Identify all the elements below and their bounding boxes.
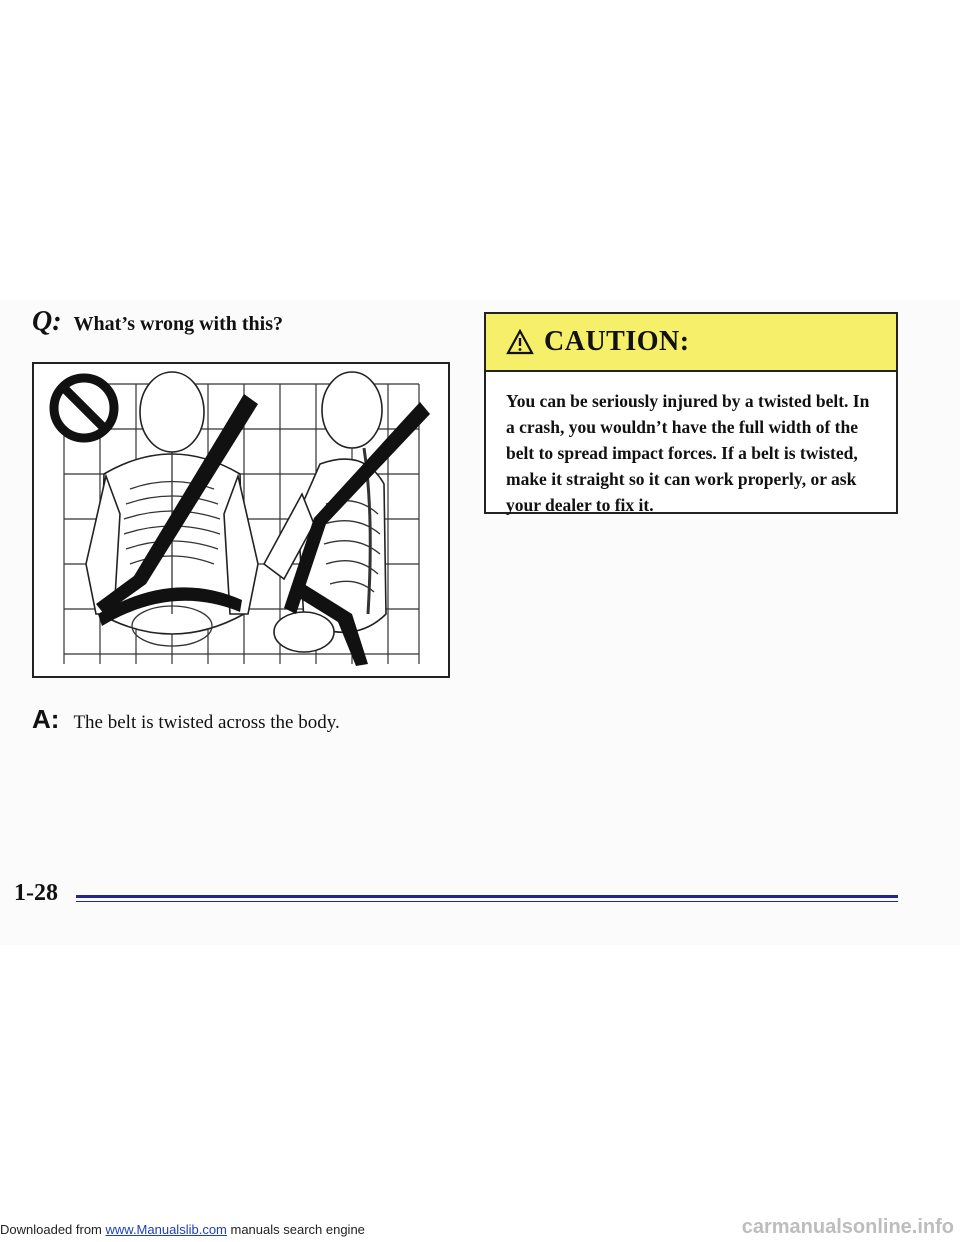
watermark: carmanualsonline.info: [741, 1216, 954, 1238]
footer-rule: [76, 895, 898, 898]
answer-mark: A:: [32, 704, 60, 734]
question-mark: Q:: [32, 306, 62, 337]
caution-box: [484, 312, 898, 514]
manualslib-link[interactable]: www.Manualslib.com: [105, 1222, 227, 1237]
download-suffix: manuals search engine: [226, 1222, 365, 1237]
twisted-belt-illustration: [32, 362, 450, 678]
answer: [32, 704, 340, 735]
caution-header: [486, 314, 896, 372]
no-symbol-icon: [54, 378, 114, 438]
warning-triangle-icon: [506, 329, 534, 355]
answer-text: The belt is twisted across the body.: [73, 712, 340, 733]
download-prefix: Downloaded from: [0, 1222, 106, 1237]
caution-body: You can be seriously injured by a twisted belt. In a crash, you wouldn’t have the full width of the belt to spread impact forces. If a belt is twisted, make it straight so it can work properly, or ask your dealer to fix it.: [506, 391, 870, 515]
question: [32, 306, 283, 338]
footer-rule-thin: [76, 901, 898, 902]
illustration-svg: [34, 364, 448, 676]
caution-title: CAUTION:: [544, 326, 690, 357]
download-footer: [0, 1222, 365, 1237]
page-number: 1-28: [14, 880, 58, 906]
question-text: What’s wrong with this?: [73, 313, 284, 335]
